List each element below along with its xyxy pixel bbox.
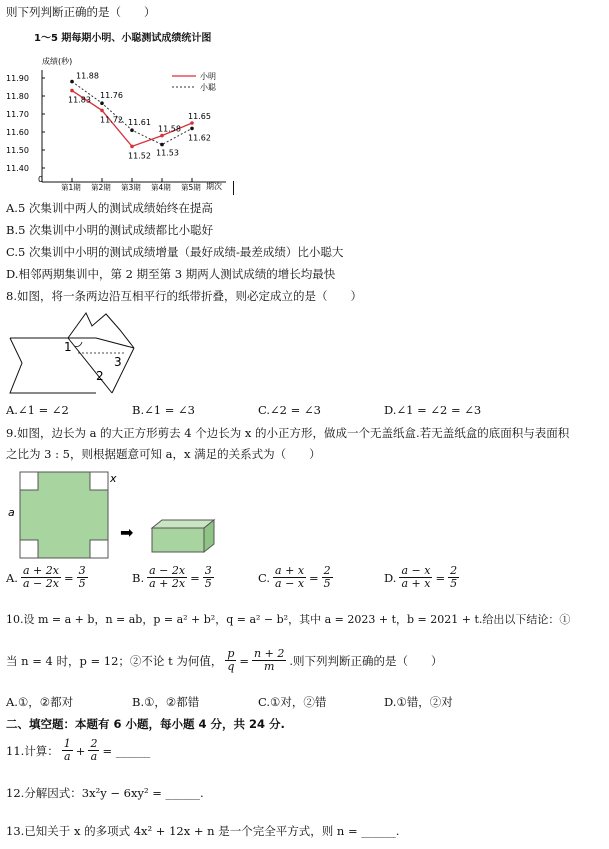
q10-option-c: C.①对，②错 — [258, 695, 327, 709]
chart-origin: 0 — [38, 175, 44, 184]
q9-stem-line1: 9.如图，边长为 a 的大正方形剪去 4 个边长为 x 的小正方形，做成一个无盖纸盒.若无盖纸盒的底面积与表面积 — [6, 426, 570, 440]
data-point — [160, 143, 164, 147]
q9-stem-line2: 之比为 3 : 5，则根据题意可知 a，x 满足的关系式为（ ） — [6, 447, 321, 461]
y-tick-label: 11.70 — [6, 110, 29, 119]
y-tick-label: 11.90 — [6, 74, 29, 83]
data-label: 11.53 — [156, 148, 179, 158]
y-tick-label: 11.60 — [6, 128, 29, 137]
label-a: a — [8, 506, 15, 519]
y-tick-label: 11.40 — [6, 164, 29, 173]
data-point — [160, 134, 164, 138]
q7-option-d: D.相邻两期集训中，第 2 期至第 3 期两人测试成绩的增长均最快 — [6, 267, 336, 281]
q7-option-b: B.5 次集训中小明的测试成绩都比小聪好 — [6, 223, 214, 237]
label-x: x — [110, 472, 117, 485]
data-point — [70, 89, 74, 93]
data-point — [190, 127, 194, 131]
angle-label-2: 2 — [96, 369, 104, 383]
chart-ylabel: 成绩(秒) — [42, 57, 73, 66]
x-tick-label: 第5期 — [181, 183, 201, 192]
series-line-1 — [72, 82, 192, 145]
data-label: 11.88 — [76, 71, 99, 81]
angle-label-3: 3 — [114, 355, 122, 369]
x-tick-label: 第3期 — [121, 183, 141, 192]
q7-option-a: A.5 次集训中两人的测试成绩始终在提高 — [6, 201, 213, 215]
q8-option-b: B.∠1 = ∠3 — [132, 403, 195, 417]
legend-xiaoming: 小明 — [200, 72, 216, 81]
q10-line1: 10.设 m = a + b，n = ab，p = a² + b²，q = a² − b²，其中 a = 2023 + t，b = 2021 + t.给出以下结论：① — [6, 613, 571, 626]
data-label: 11.83 — [68, 95, 91, 105]
data-point — [130, 128, 134, 132]
text-cursor — [233, 181, 234, 195]
data-label: 11.72 — [100, 115, 123, 125]
section-heading: 二、填空题：本题有 6 小题，每小题 4 分，共 24 分. — [6, 717, 285, 731]
data-label: 11.65 — [188, 112, 211, 121]
q10-option-b: B.①，②都错 — [132, 695, 200, 709]
q9-option-d: D. $\frac{a - x}{a + x}$ = $\frac{2}{5}$ — [384, 564, 458, 590]
q10-line2: 当 n = 4 时，p = 12；②不论 t 为何值， $\frac{p}{q}$ = $\frac{n + 2}{m}$ .则下列判断正确的是（ ） — [6, 647, 443, 673]
data-point — [100, 101, 104, 105]
arrow-icon: ➡ — [120, 523, 134, 542]
question-intro: 则下列判断正确的是（ ） — [6, 5, 156, 19]
x-tick-label: 第1期 — [61, 183, 81, 192]
x-tick-label: 第4期 — [151, 183, 171, 192]
q11: 11.计算： $\frac{1}{a}$ + $\frac{2}{a}$ = ______ — [6, 737, 151, 763]
q12: 12.分解因式：3x²y − 6xy² = ______. — [6, 786, 204, 800]
q8-option-d: D.∠1 = ∠2 = ∠3 — [384, 403, 482, 417]
data-label: 11.52 — [128, 151, 151, 161]
y-tick-label: 11.80 — [6, 92, 29, 101]
y-tick-label: 11.50 — [6, 146, 29, 155]
q13: 13.已知关于 x 的多项式 4x² + 12x + n 是一个完全平方式，则 n = ______. — [6, 824, 400, 838]
data-label: 11.61 — [128, 118, 151, 128]
legend-xiaocong: 小聪 — [200, 83, 216, 92]
q10-option-a: A.①，②都对 — [6, 695, 74, 709]
angle-label-1: 1 — [64, 340, 72, 354]
data-label: 11.76 — [100, 91, 123, 101]
q9-option-b: B. $\frac{a - 2x}{a + 2x}$ = $\frac{3}{5}$ — [132, 564, 212, 590]
q8-option-a: A.∠1 = ∠2 — [6, 403, 69, 417]
q9-option-c: C. $\frac{a + x}{a - x}$ = $\frac{2}{5}$ — [258, 564, 331, 590]
data-label: 11.58 — [158, 124, 181, 134]
q7-option-c: C.5 次集训中小明的测试成绩增量（最好成绩-最差成绩）比小聪大 — [6, 245, 344, 259]
folded-strip-figure — [8, 308, 158, 400]
square-and-box-figure — [4, 470, 244, 560]
chart-xlabel: 期次 — [206, 182, 222, 191]
data-point — [190, 121, 194, 125]
line-chart — [4, 52, 254, 222]
x-tick-label: 第2期 — [91, 183, 111, 192]
data-point — [70, 80, 74, 84]
q8-stem: 8.如图，将一条两边沿互相平行的纸带折叠，则必定成立的是（ ） — [6, 289, 362, 303]
data-point — [100, 109, 104, 113]
chart-title: 1～5 期每期小明、小聪测试成绩统计图 — [34, 33, 212, 44]
data-label: 11.62 — [188, 133, 211, 143]
data-point — [130, 145, 134, 149]
q8-option-c: C.∠2 = ∠3 — [258, 403, 321, 417]
q10-option-d: D.①错，②对 — [384, 695, 453, 709]
q9-option-a: A. $\frac{a + 2x}{a - 2x}$ = $\frac{3}{5}$ — [6, 564, 86, 590]
